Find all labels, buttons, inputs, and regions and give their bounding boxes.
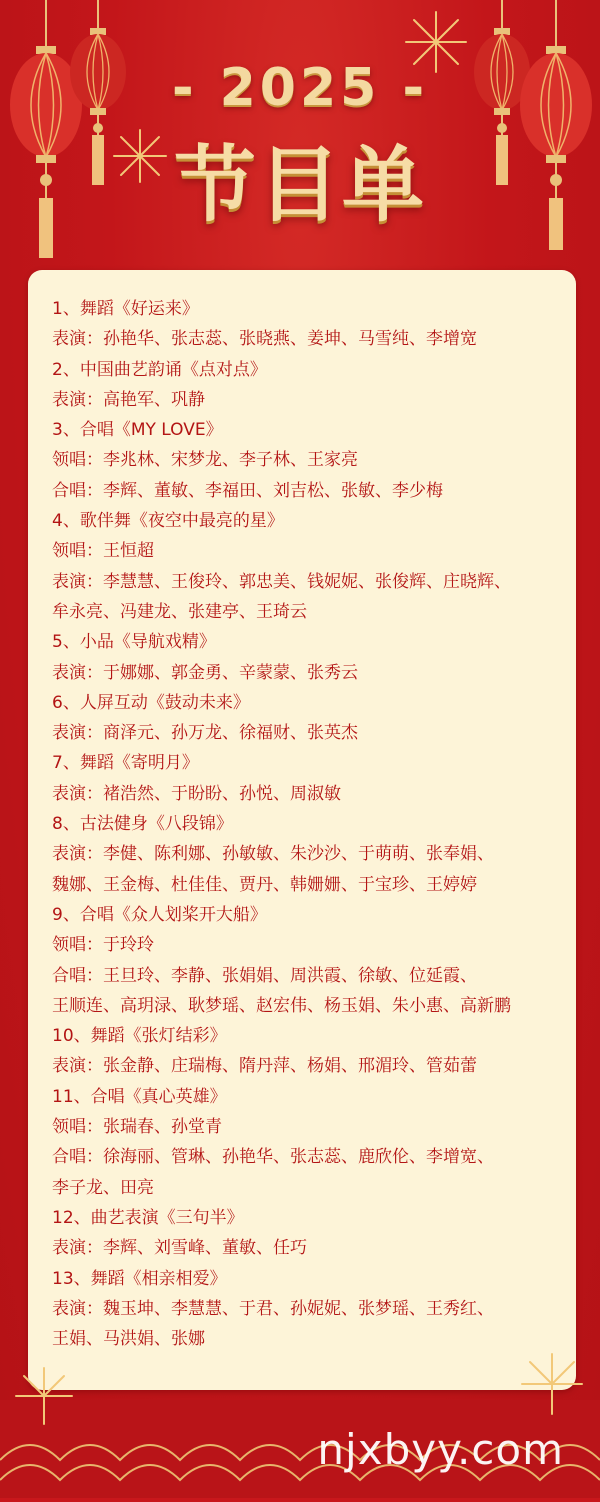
program-line: 8、古法健身《八段锦》 <box>52 814 233 835</box>
program-line: 5、小品《导航戏精》 <box>52 632 216 653</box>
program-line: 表演：魏玉坤、李慧慧、于君、孙妮妮、张梦瑶、王秀红、 <box>52 1298 494 1319</box>
program-line: 领唱：王恒超 <box>52 541 154 562</box>
program-line: 表演：李慧慧、王俊玲、郭忠美、钱妮妮、张俊辉、庄晓辉、 <box>52 571 511 592</box>
program-line: 7、舞蹈《寄明月》 <box>52 753 199 774</box>
program-line: 4、歌伴舞《夜空中最亮的星》 <box>52 511 284 532</box>
program-line: 领唱：于玲玲 <box>52 935 154 956</box>
program-line: 领唱：张瑞春、孙堂青 <box>52 1117 222 1138</box>
program-line: 表演：褚浩然、于盼盼、孙悦、周淑敏 <box>52 783 341 804</box>
program-line: 11、合唱《真心英雄》 <box>52 1086 227 1107</box>
program-line: 王顺连、高玥渌、耿梦瑶、赵宏伟、杨玉娟、朱小惠、高新鹏 <box>52 995 511 1016</box>
program-line: 魏娜、王金梅、杜佳佳、贾丹、韩姗姗、于宝珍、王婷婷 <box>52 874 477 895</box>
program-list <box>52 294 562 1354</box>
program-line: 表演：李辉、刘雪峰、董敏、任巧 <box>52 1238 307 1259</box>
program-line: 13、舞蹈《相亲相爱》 <box>52 1268 227 1289</box>
program-line: 1、舞蹈《好运来》 <box>52 299 199 319</box>
firework-icon <box>520 1352 584 1420</box>
program-line: 王娟、马洪娟、张娜 <box>52 1329 205 1350</box>
program-line: 10、舞蹈《张灯结彩》 <box>52 1026 227 1047</box>
year-title: - 2025 - <box>171 58 429 118</box>
program-line: 合唱：王旦玲、李静、张娟娟、周洪霞、徐敏、位延霞、 <box>52 965 477 986</box>
program-line: 表演：商泽元、孙万龙、徐福财、张英杰 <box>52 723 358 744</box>
program-line: 合唱：徐海丽、管琳、孙艳华、张志蕊、鹿欣伦、李增宽、 <box>52 1147 494 1168</box>
program-line: 表演：李健、陈利娜、孙敏敏、朱沙沙、于萌萌、张奉娟、 <box>52 844 494 865</box>
program-line: 2、中国曲艺韵诵《点对点》 <box>52 359 267 380</box>
program-line: 表演：张金静、庄瑞梅、隋丹萍、杨娟、邢湄玲、管茹蕾 <box>52 1056 477 1077</box>
program-line: 李子龙、田亮 <box>52 1177 154 1198</box>
program-line: 3、合唱《MY LOVE》 <box>52 420 223 441</box>
program-line: 表演：于娜娜、郭金勇、辛蒙蒙、张秀云 <box>52 662 358 683</box>
program-line: 9、合唱《众人划桨开大船》 <box>52 904 267 925</box>
program-line: 合唱：李辉、董敏、李福田、刘吉松、张敏、李少梅 <box>52 480 443 501</box>
page-title: 节目单 <box>173 138 426 233</box>
watermark: njxbyy.com <box>317 1425 564 1474</box>
program-line: 12、曲艺表演《三句半》 <box>52 1207 244 1228</box>
program-line: 牟永亮、冯建龙、张建亭、王琦云 <box>52 601 307 622</box>
program-line: 6、人屏互动《鼓动未来》 <box>52 692 250 713</box>
program-line: 表演：孙艳华、张志蕊、张晓燕、姜坤、马雪纯、李增宽 <box>52 329 477 350</box>
firework-icon <box>14 1366 74 1430</box>
program-line: 表演：高艳军、巩静 <box>52 389 205 410</box>
program-line: 领唱：李兆林、宋梦龙、李子林、王家亮 <box>52 450 358 471</box>
